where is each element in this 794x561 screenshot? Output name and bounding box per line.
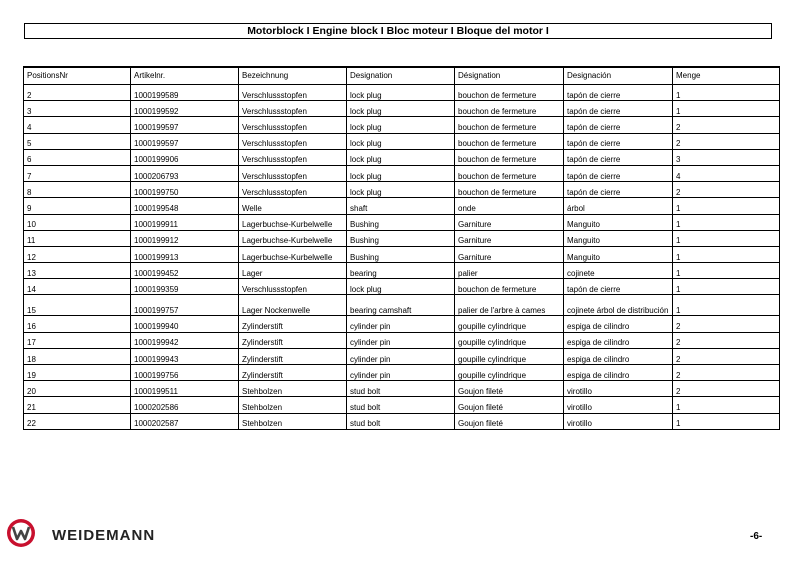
table-cell: tapón de cierre: [564, 133, 673, 149]
table-cell: 1000199942: [131, 332, 239, 348]
table-row: [24, 397, 780, 413]
table-cell: Goujon fileté: [455, 413, 564, 429]
table-cell: bouchon de fermeture: [455, 182, 564, 198]
table-cell: Bushing: [347, 214, 455, 230]
table-cell: virotillo: [564, 381, 673, 397]
table-cell: 1: [673, 230, 780, 246]
table-cell: Lagerbuchse-Kurbelwelle: [239, 246, 347, 262]
table-cell: tapón de cierre: [564, 165, 673, 181]
table-cell: 7: [24, 165, 131, 181]
table-cell: Garniture: [455, 214, 564, 230]
table-cell: 1000199452: [131, 263, 239, 279]
column-header: Artikelnr.: [131, 67, 239, 85]
table-cell: cojinete árbol de distribución: [564, 295, 673, 316]
table-cell: espiga de cilindro: [564, 332, 673, 348]
table-cell: Verschlussstopfen: [239, 85, 347, 101]
table-cell: Goujon fileté: [455, 397, 564, 413]
table-cell: bouchon de fermeture: [455, 149, 564, 165]
table-cell: Verschlussstopfen: [239, 279, 347, 295]
table-cell: tapón de cierre: [564, 117, 673, 133]
table-cell: Goujon fileté: [455, 381, 564, 397]
table-row: [24, 133, 780, 149]
table-cell: 1000202587: [131, 413, 239, 429]
table-cell: lock plug: [347, 279, 455, 295]
table-cell: Garniture: [455, 246, 564, 262]
table-row: [24, 381, 780, 397]
footer-logo: [6, 520, 155, 550]
table-cell: Bushing: [347, 230, 455, 246]
table-cell: 1000199913: [131, 246, 239, 262]
table-cell: 9: [24, 198, 131, 214]
table-cell: Manguito: [564, 246, 673, 262]
table-cell: 14: [24, 279, 131, 295]
table-row: [24, 117, 780, 133]
table-cell: 1000199906: [131, 149, 239, 165]
table-cell: 1: [673, 101, 780, 117]
table-cell: goupille cylindrique: [455, 348, 564, 364]
table-cell: 12: [24, 246, 131, 262]
table-cell: Verschlussstopfen: [239, 149, 347, 165]
parts-table: [23, 66, 780, 430]
column-header: Désignation: [455, 67, 564, 85]
table-cell: tapón de cierre: [564, 101, 673, 117]
table-cell: Manguito: [564, 214, 673, 230]
table-cell: lock plug: [347, 117, 455, 133]
page-title: [24, 23, 772, 39]
table-cell: 1: [673, 198, 780, 214]
table-cell: 16: [24, 316, 131, 332]
table-cell: 1000199912: [131, 230, 239, 246]
table-cell: shaft: [347, 198, 455, 214]
table-cell: goupille cylindrique: [455, 316, 564, 332]
table-cell: Verschlussstopfen: [239, 133, 347, 149]
column-header: Menge: [673, 67, 780, 85]
table-row: [24, 348, 780, 364]
table-cell: 3: [24, 101, 131, 117]
table-cell: Manguito: [564, 230, 673, 246]
table-cell: onde: [455, 198, 564, 214]
table-cell: 1: [673, 263, 780, 279]
table-cell: 1000202586: [131, 397, 239, 413]
table-cell: virotillo: [564, 397, 673, 413]
table-cell: 1: [673, 295, 780, 316]
table-cell: bearing camshaft: [347, 295, 455, 316]
table-cell: 1000199589: [131, 85, 239, 101]
table-cell: cylinder pin: [347, 332, 455, 348]
table-cell: 1: [673, 279, 780, 295]
table-row: [24, 198, 780, 214]
table-cell: 22: [24, 413, 131, 429]
table-row: [24, 85, 780, 101]
table-cell: bouchon de fermeture: [455, 165, 564, 181]
table-row: [24, 413, 780, 429]
column-header: Bezeichnung: [239, 67, 347, 85]
table-cell: tapón de cierre: [564, 149, 673, 165]
table-cell: Lager Nockenwelle: [239, 295, 347, 316]
table-cell: cylinder pin: [347, 365, 455, 381]
table-cell: lock plug: [347, 165, 455, 181]
table-cell: 1000199548: [131, 198, 239, 214]
table-cell: 1000199911: [131, 214, 239, 230]
table-cell: stud bolt: [347, 413, 455, 429]
table-cell: 1: [673, 397, 780, 413]
table-cell: cylinder pin: [347, 348, 455, 364]
table-row: [24, 332, 780, 348]
table-cell: 1: [673, 85, 780, 101]
table-cell: Stehbolzen: [239, 413, 347, 429]
table-cell: 1000199750: [131, 182, 239, 198]
table-row: [24, 316, 780, 332]
table-cell: lock plug: [347, 149, 455, 165]
table-cell: 13: [24, 263, 131, 279]
table-cell: árbol: [564, 198, 673, 214]
column-header: PositionsNr: [24, 67, 131, 85]
table-cell: 2: [673, 117, 780, 133]
table-cell: bouchon de fermeture: [455, 133, 564, 149]
table-cell: lock plug: [347, 133, 455, 149]
table-cell: lock plug: [347, 182, 455, 198]
page-title-text: Motorblock I Engine block I Bloc moteur I Bloque del motor I: [247, 25, 549, 37]
table-cell: cylinder pin: [347, 316, 455, 332]
table-cell: 4: [24, 117, 131, 133]
table-cell: Zylinderstift: [239, 365, 347, 381]
table-cell: 1000199597: [131, 133, 239, 149]
table-cell: Verschlussstopfen: [239, 165, 347, 181]
table-cell: 2: [673, 332, 780, 348]
table-row: [24, 365, 780, 381]
table-cell: 10: [24, 214, 131, 230]
brand-name: WEIDEMANN: [52, 526, 156, 544]
table-row: [24, 295, 780, 316]
table-cell: 2: [673, 316, 780, 332]
table-cell: tapón de cierre: [564, 279, 673, 295]
table-cell: Stehbolzen: [239, 381, 347, 397]
table-cell: bouchon de fermeture: [455, 279, 564, 295]
table-cell: 21: [24, 397, 131, 413]
table-cell: 1: [673, 214, 780, 230]
table-row: [24, 263, 780, 279]
table-cell: espiga de cilindro: [564, 316, 673, 332]
table-cell: 2: [673, 182, 780, 198]
table-cell: Stehbolzen: [239, 397, 347, 413]
table-cell: 1: [673, 413, 780, 429]
table-cell: cojinete: [564, 263, 673, 279]
table-cell: 15: [24, 295, 131, 316]
table-cell: 2: [673, 133, 780, 149]
table-cell: 1000199756: [131, 365, 239, 381]
table-cell: 1000199597: [131, 117, 239, 133]
table-cell: Welle: [239, 198, 347, 214]
column-header: Designación: [564, 67, 673, 85]
table-cell: 1000199359: [131, 279, 239, 295]
table-cell: 8: [24, 182, 131, 198]
table-row: [24, 165, 780, 181]
table-cell: 2: [673, 381, 780, 397]
table-cell: 1000199940: [131, 316, 239, 332]
table-cell: 2: [673, 348, 780, 364]
table-cell: bouchon de fermeture: [455, 117, 564, 133]
table-cell: Bushing: [347, 246, 455, 262]
table-cell: palier: [455, 263, 564, 279]
table-cell: tapón de cierre: [564, 182, 673, 198]
table-cell: 2: [673, 365, 780, 381]
table-row: [24, 246, 780, 262]
table-cell: goupille cylindrique: [455, 332, 564, 348]
table-cell: 1000199943: [131, 348, 239, 364]
table-cell: Verschlussstopfen: [239, 101, 347, 117]
table-row: [24, 149, 780, 165]
table-cell: Lager: [239, 263, 347, 279]
table-cell: tapón de cierre: [564, 85, 673, 101]
table-cell: 20: [24, 381, 131, 397]
table-row: [24, 101, 780, 117]
table-cell: stud bolt: [347, 381, 455, 397]
table-cell: 1000199757: [131, 295, 239, 316]
table-cell: Garniture: [455, 230, 564, 246]
table-cell: lock plug: [347, 101, 455, 117]
table-cell: 1000199592: [131, 101, 239, 117]
table-row: [24, 214, 780, 230]
table-cell: espiga de cilindro: [564, 365, 673, 381]
column-header: Designation: [347, 67, 455, 85]
table-cell: lock plug: [347, 85, 455, 101]
weidemann-w-logo-icon: [6, 518, 36, 553]
table-cell: Lagerbuchse-Kurbelwelle: [239, 214, 347, 230]
table-cell: 1000199511: [131, 381, 239, 397]
table-cell: Zylinderstift: [239, 348, 347, 364]
table-cell: goupille cylindrique: [455, 365, 564, 381]
table-cell: 4: [673, 165, 780, 181]
table-cell: virotillo: [564, 413, 673, 429]
table-row: [24, 279, 780, 295]
table-row: [24, 182, 780, 198]
table-cell: bearing: [347, 263, 455, 279]
table-cell: Zylinderstift: [239, 316, 347, 332]
page-number: -6-: [750, 531, 763, 542]
table-cell: 5: [24, 133, 131, 149]
table-cell: Lagerbuchse-Kurbelwelle: [239, 230, 347, 246]
table-cell: 11: [24, 230, 131, 246]
table-cell: palier de l'arbre à cames: [455, 295, 564, 316]
table-cell: 19: [24, 365, 131, 381]
table-cell: 18: [24, 348, 131, 364]
table-cell: Zylinderstift: [239, 332, 347, 348]
table-cell: 1: [673, 246, 780, 262]
table-cell: Verschlussstopfen: [239, 117, 347, 133]
table-row: [24, 230, 780, 246]
table-cell: stud bolt: [347, 397, 455, 413]
table-cell: 17: [24, 332, 131, 348]
table-cell: 3: [673, 149, 780, 165]
table-cell: 1000206793: [131, 165, 239, 181]
table-cell: 2: [24, 85, 131, 101]
table-body: [24, 85, 780, 430]
table-cell: espiga de cilindro: [564, 348, 673, 364]
table-cell: bouchon de fermeture: [455, 85, 564, 101]
table-cell: 6: [24, 149, 131, 165]
table-header-row: [24, 67, 780, 85]
table-cell: Verschlussstopfen: [239, 182, 347, 198]
table-cell: bouchon de fermeture: [455, 101, 564, 117]
